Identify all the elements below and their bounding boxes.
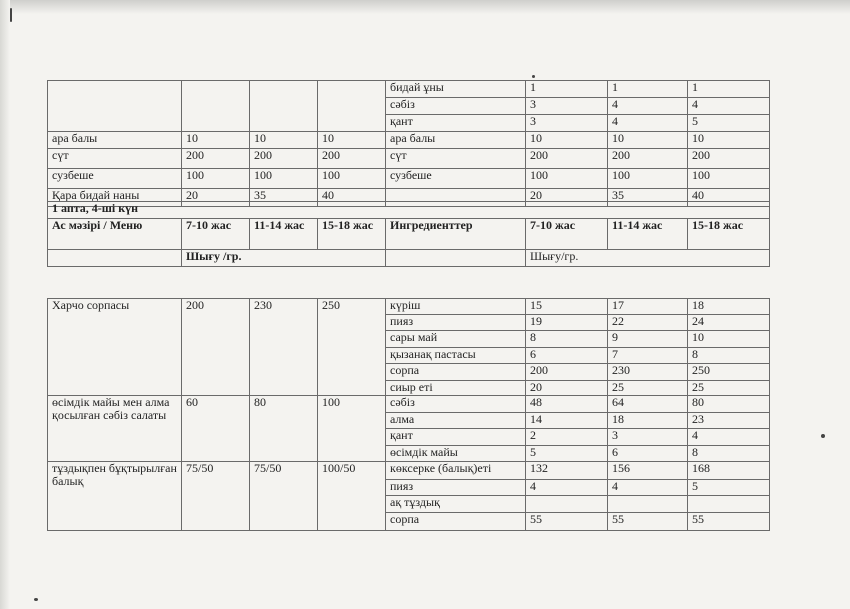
amount-cell: 230 bbox=[608, 364, 688, 381]
portion-cell: 200 bbox=[182, 149, 250, 169]
menu-table-day4 bbox=[47, 298, 770, 531]
amount-cell: 200 bbox=[608, 149, 688, 169]
amount-cell: 200 bbox=[526, 149, 608, 169]
ingredient-cell: ара балы bbox=[386, 132, 526, 149]
ingredient-cell: сорпа bbox=[386, 513, 526, 531]
dish-cell: сүт bbox=[48, 149, 182, 169]
portion-cell: 20 bbox=[182, 189, 250, 207]
amount-cell: 22 bbox=[608, 315, 688, 331]
amount-cell: 200 bbox=[688, 149, 770, 169]
amount-cell: 4 bbox=[608, 480, 688, 496]
amount-cell: 8 bbox=[688, 446, 770, 462]
amount-cell: 5 bbox=[526, 446, 608, 462]
portion-cell: 75/50 bbox=[182, 462, 250, 531]
amount-cell: 10 bbox=[608, 132, 688, 149]
ingredient-cell: өсімдік майы bbox=[386, 446, 526, 462]
ingredient-cell: пияз bbox=[386, 480, 526, 496]
portion-cell: 200 bbox=[318, 149, 386, 169]
menu-table-continuation bbox=[47, 80, 770, 207]
portion-cell: 100 bbox=[182, 169, 250, 189]
amount-cell: 8 bbox=[526, 331, 608, 348]
portion-cell: 230 bbox=[250, 299, 318, 396]
portion-cell bbox=[250, 81, 318, 132]
dish-cell: тұздықпен бұқтырылған балық bbox=[48, 462, 182, 531]
portion-cell: 200 bbox=[250, 149, 318, 169]
portion-cell bbox=[182, 81, 250, 132]
ingredient-cell: қант bbox=[386, 115, 526, 132]
header-menu: Ас мәзірі / Меню bbox=[48, 219, 182, 250]
portion-cell bbox=[318, 81, 386, 132]
amount-cell: 10 bbox=[688, 331, 770, 348]
header-yield-left: Шығу /гр. bbox=[182, 250, 386, 267]
ingredient-cell: сүт bbox=[386, 149, 526, 169]
header-blank bbox=[386, 250, 526, 267]
portion-cell: 10 bbox=[250, 132, 318, 149]
ingredient-cell: сорпа bbox=[386, 364, 526, 381]
amount-cell: 4 bbox=[526, 480, 608, 496]
scan-speck bbox=[10, 8, 12, 22]
ingredient-cell: қант bbox=[386, 429, 526, 446]
amount-cell: 25 bbox=[688, 381, 770, 396]
header-ingredient-age-7-10: 7-10 жас bbox=[526, 219, 608, 250]
table-row bbox=[48, 396, 770, 413]
header-age-15-18: 15-18 жас bbox=[318, 219, 386, 250]
ingredient-cell: сары май bbox=[386, 331, 526, 348]
amount-cell: 5 bbox=[688, 115, 770, 132]
amount-cell: 40 bbox=[688, 189, 770, 207]
scan-speck bbox=[34, 598, 38, 601]
amount-cell: 18 bbox=[608, 413, 688, 429]
ingredient-cell: пияз bbox=[386, 315, 526, 331]
amount-cell: 2 bbox=[526, 429, 608, 446]
week-day-title: 1 апта, 4-ші күн bbox=[48, 202, 770, 219]
amount-cell: 9 bbox=[608, 331, 688, 348]
amount-cell: 7 bbox=[608, 348, 688, 364]
amount-cell: 20 bbox=[526, 381, 608, 396]
amount-cell: 55 bbox=[688, 513, 770, 531]
amount-cell: 168 bbox=[688, 462, 770, 480]
ingredient-cell: ақ тұздық bbox=[386, 496, 526, 513]
table-row bbox=[48, 132, 770, 149]
portion-cell: 100 bbox=[250, 169, 318, 189]
portion-cell: 35 bbox=[250, 189, 318, 207]
portion-cell: 100 bbox=[318, 169, 386, 189]
amount-cell: 3 bbox=[526, 115, 608, 132]
amount-cell: 55 bbox=[526, 513, 608, 531]
portion-cell: 10 bbox=[182, 132, 250, 149]
amount-cell: 3 bbox=[608, 429, 688, 446]
amount-cell: 15 bbox=[526, 299, 608, 315]
amount-cell: 3 bbox=[526, 98, 608, 115]
scan-top-shadow bbox=[0, 0, 850, 14]
amount-cell: 132 bbox=[526, 462, 608, 480]
amount-cell: 80 bbox=[688, 396, 770, 413]
amount-cell: 48 bbox=[526, 396, 608, 413]
portion-cell: 75/50 bbox=[250, 462, 318, 531]
amount-cell bbox=[688, 496, 770, 513]
amount-cell: 64 bbox=[608, 396, 688, 413]
amount-cell: 100 bbox=[526, 169, 608, 189]
amount-cell: 18 bbox=[688, 299, 770, 315]
table-row bbox=[48, 169, 770, 189]
amount-cell: 8 bbox=[688, 348, 770, 364]
amount-cell: 4 bbox=[608, 115, 688, 132]
amount-cell: 17 bbox=[608, 299, 688, 315]
amount-cell: 100 bbox=[608, 169, 688, 189]
amount-cell: 5 bbox=[688, 480, 770, 496]
amount-cell: 1 bbox=[688, 81, 770, 98]
ingredient-cell: сузбеше bbox=[386, 169, 526, 189]
portion-cell: 10 bbox=[318, 132, 386, 149]
amount-cell: 24 bbox=[688, 315, 770, 331]
amount-cell: 250 bbox=[688, 364, 770, 381]
dish-cell: сузбеше bbox=[48, 169, 182, 189]
header-age-11-14: 11-14 жас bbox=[250, 219, 318, 250]
amount-cell: 55 bbox=[608, 513, 688, 531]
dish-cell: Харчо сорпасы bbox=[48, 299, 182, 396]
amount-cell bbox=[526, 496, 608, 513]
table-row bbox=[48, 299, 770, 315]
ingredient-cell: сиыр еті bbox=[386, 381, 526, 396]
dish-cell: өсімдік майы мен алма қосылған сәбіз салаты bbox=[48, 396, 182, 462]
amount-cell: 100 bbox=[688, 169, 770, 189]
amount-cell: 23 bbox=[688, 413, 770, 429]
portion-cell: 100/50 bbox=[318, 462, 386, 531]
portion-cell: 40 bbox=[318, 189, 386, 207]
amount-cell: 10 bbox=[526, 132, 608, 149]
ingredient-cell: көксерке (балық)еті bbox=[386, 462, 526, 480]
amount-cell: 14 bbox=[526, 413, 608, 429]
amount-cell: 1 bbox=[526, 81, 608, 98]
ingredient-cell: алма bbox=[386, 413, 526, 429]
table-row bbox=[48, 81, 770, 98]
amount-cell: 4 bbox=[688, 429, 770, 446]
table-row bbox=[48, 462, 770, 480]
dish-cell: ара балы bbox=[48, 132, 182, 149]
header-ingredient-age-15-18: 15-18 жас bbox=[688, 219, 770, 250]
amount-cell: 10 bbox=[688, 132, 770, 149]
amount-cell: 20 bbox=[526, 189, 608, 207]
portion-cell: 250 bbox=[318, 299, 386, 396]
amount-cell: 156 bbox=[608, 462, 688, 480]
amount-cell: 35 bbox=[608, 189, 688, 207]
table-row bbox=[48, 149, 770, 169]
amount-cell: 19 bbox=[526, 315, 608, 331]
portion-cell: 100 bbox=[318, 396, 386, 462]
header-ingredient-age-11-14: 11-14 жас bbox=[608, 219, 688, 250]
week-day-header-table bbox=[47, 201, 770, 267]
portion-cell: 60 bbox=[182, 396, 250, 462]
ingredient-cell: күріш bbox=[386, 299, 526, 315]
ingredient-cell: сәбіз bbox=[386, 98, 526, 115]
header-blank bbox=[48, 250, 182, 267]
ingredient-cell: қызанақ пастасы bbox=[386, 348, 526, 364]
amount-cell: 4 bbox=[608, 98, 688, 115]
amount-cell: 4 bbox=[688, 98, 770, 115]
amount-cell: 200 bbox=[526, 364, 608, 381]
dish-cell: Қара бидай наны bbox=[48, 189, 182, 207]
portion-cell: 200 bbox=[182, 299, 250, 396]
amount-cell: 6 bbox=[526, 348, 608, 364]
amount-cell: 25 bbox=[608, 381, 688, 396]
amount-cell: 6 bbox=[608, 446, 688, 462]
scan-speck bbox=[821, 434, 825, 438]
amount-cell: 1 bbox=[608, 81, 688, 98]
dish-cell bbox=[48, 81, 182, 132]
ingredient-cell: бидай ұны bbox=[386, 81, 526, 98]
amount-cell bbox=[608, 496, 688, 513]
portion-cell: 80 bbox=[250, 396, 318, 462]
scan-speck bbox=[532, 75, 535, 78]
header-yield-right: Шығу/гр. bbox=[526, 250, 770, 267]
header-ingredients: Ингредиенттер bbox=[386, 219, 526, 250]
header-age-7-10: 7-10 жас bbox=[182, 219, 250, 250]
scan-left-shadow bbox=[0, 0, 10, 609]
ingredient-cell: сәбіз bbox=[386, 396, 526, 413]
